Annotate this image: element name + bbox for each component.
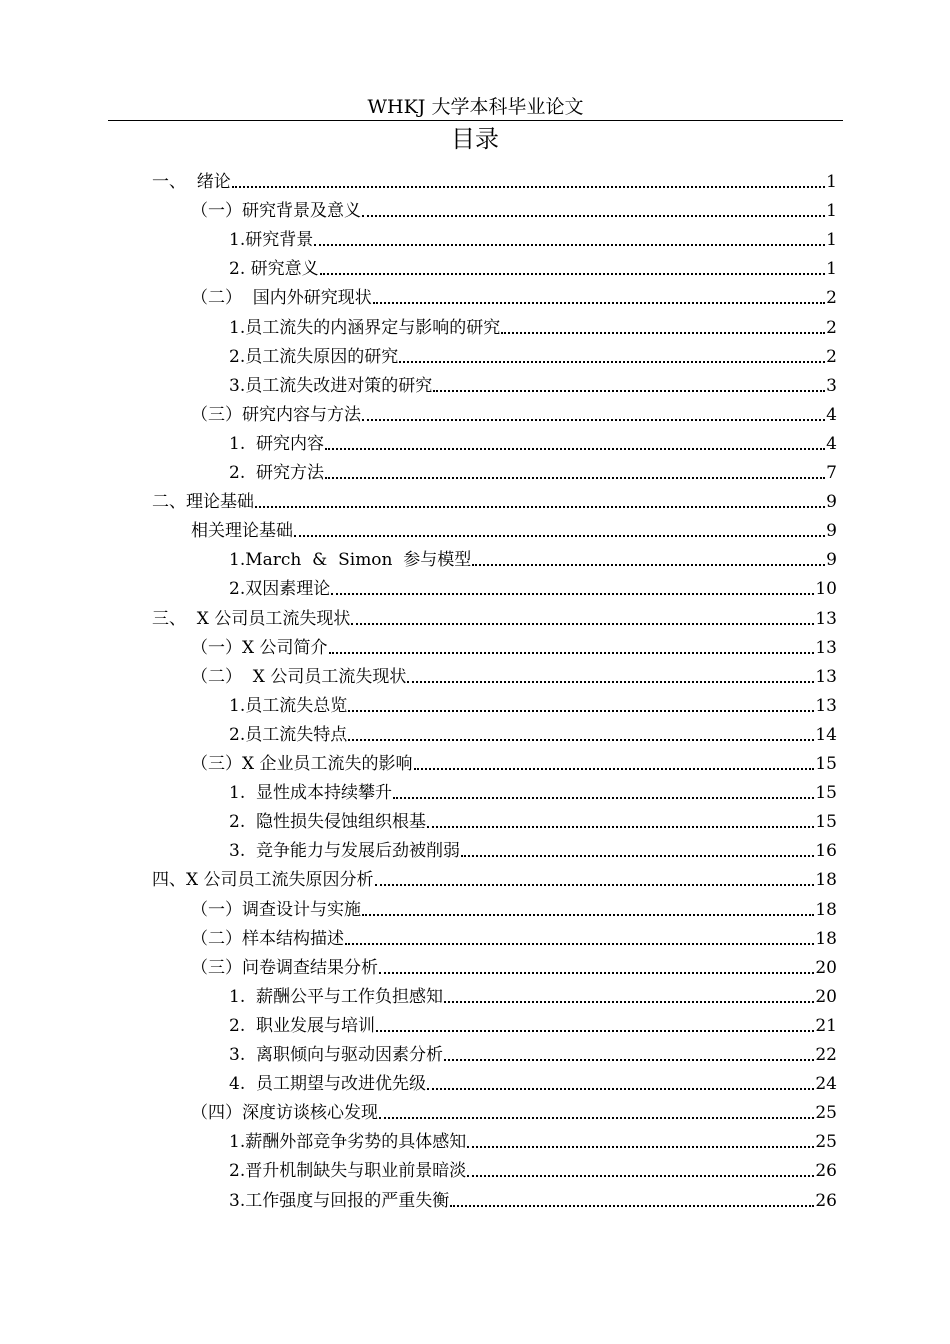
toc-entry-page: 25: [815, 1103, 837, 1123]
toc-entry[interactable]: [229, 692, 837, 721]
toc-entry-title: 相关理论基础: [191, 521, 293, 541]
toc-entry[interactable]: [229, 430, 837, 459]
toc-leader-dots: [414, 750, 815, 779]
toc-leader-dots: [325, 430, 825, 459]
toc-leader-dots: [331, 575, 814, 604]
toc-entry[interactable]: [229, 721, 837, 750]
toc-entry-title: 4. 员工期望与改进优先级: [229, 1074, 427, 1094]
toc-entry-title: 1.员工流失总览: [229, 696, 348, 716]
toc-entry-page: 1: [826, 259, 837, 279]
toc-entry[interactable]: [152, 605, 837, 634]
toc-entry-page: 21: [815, 1016, 837, 1036]
toc-entry-page: 22: [815, 1045, 837, 1065]
toc-leader-dots: [375, 866, 815, 895]
toc-entry[interactable]: [229, 983, 837, 1012]
toc-entry-page: 26: [815, 1191, 837, 1211]
toc-leader-dots: [427, 1070, 814, 1099]
toc-leader-dots: [351, 605, 814, 634]
toc-entry-page: 18: [815, 870, 837, 890]
toc-entry[interactable]: [229, 1012, 837, 1041]
toc-entry-title: 2.双因素理论: [229, 579, 331, 599]
toc-entry-page: 1: [826, 172, 837, 192]
toc-entry-page: 9: [826, 492, 837, 512]
toc-leader-dots: [348, 692, 814, 721]
toc-entry-title: 1. 显性成本持续攀升: [229, 783, 393, 803]
toc-entry-title: 2.员工流失特点: [229, 725, 348, 745]
toc-entry-title: 1.March & Simon 参与模型: [229, 550, 472, 570]
toc-entry[interactable]: [229, 1128, 837, 1157]
toc-entry-page: 2: [826, 288, 837, 308]
toc-leader-dots: [461, 837, 814, 866]
toc-entry[interactable]: [191, 284, 837, 313]
toc-leader-dots: [362, 401, 825, 430]
toc-entry[interactable]: [191, 896, 837, 925]
toc-leader-dots: [444, 983, 814, 1012]
toc-entry-title: 一、 绪论: [152, 172, 231, 192]
page-title: 目录: [451, 125, 499, 153]
toc-leader-dots: [348, 721, 814, 750]
toc-entry[interactable]: [229, 837, 837, 866]
toc-entry-page: 9: [826, 550, 837, 570]
toc-entry[interactable]: [152, 168, 837, 197]
toc-entry-page: 26: [815, 1161, 837, 1181]
toc-entry-page: 24: [815, 1074, 837, 1094]
toc-entry-title: 1. 薪酬公平与工作负担感知: [229, 987, 444, 1007]
toc-leader-dots: [427, 808, 814, 837]
toc-leader-dots: [232, 168, 825, 197]
toc-entry[interactable]: [229, 1157, 837, 1186]
toc-entry-page: 20: [815, 987, 837, 1007]
toc-entry[interactable]: [229, 459, 837, 488]
toc-leader-dots: [379, 1099, 814, 1128]
toc-leader-dots: [373, 284, 825, 313]
toc-entry-title: 3.工作强度与回报的严重失衡: [229, 1191, 450, 1211]
toc-leader-dots: [433, 372, 825, 401]
toc-entry[interactable]: [229, 343, 837, 372]
toc-entry-title: 2. 职业发展与培训: [229, 1016, 376, 1036]
toc-leader-dots: [472, 546, 825, 575]
toc-leader-dots: [320, 255, 826, 284]
toc-leader-dots: [379, 954, 814, 983]
toc-entry[interactable]: [229, 808, 837, 837]
toc-leader-dots: [362, 896, 814, 925]
toc-leader-dots: [345, 925, 814, 954]
toc-entry-title: 1.研究背景: [229, 230, 314, 250]
toc-entry-title: 3. 竞争能力与发展后劲被削弱: [229, 841, 461, 861]
toc-entry-title: 2.员工流失原因的研究: [229, 347, 399, 367]
toc-entry-page: 16: [815, 841, 837, 861]
toc-entry-page: 13: [815, 638, 837, 658]
toc-leader-dots: [444, 1041, 814, 1070]
toc-entry-title: 1. 研究内容: [229, 434, 325, 454]
toc-entry[interactable]: [191, 750, 837, 779]
toc-leader-dots: [329, 634, 815, 663]
toc-entry[interactable]: [191, 925, 837, 954]
toc-leader-dots: [376, 1012, 814, 1041]
toc-entry-title: （一）研究背景及意义: [191, 201, 361, 221]
toc-entry-page: 18: [815, 900, 837, 920]
toc-entry[interactable]: [191, 954, 837, 983]
toc-leader-dots: [255, 488, 825, 517]
toc-entry-page: 13: [815, 696, 837, 716]
toc-entry-title: 2. 隐性损失侵蚀组织根基: [229, 812, 427, 832]
toc-leader-dots: [314, 226, 825, 255]
toc-entry-page: 4: [826, 434, 837, 454]
toc-entry[interactable]: [191, 401, 837, 430]
toc-leader-dots: [501, 314, 825, 343]
toc-entry-title: 3. 离职倾向与驱动因素分析: [229, 1045, 444, 1065]
toc-entry-page: 15: [815, 783, 837, 803]
toc-entry-title: 2.晋升机制缺失与职业前景暗淡: [229, 1161, 467, 1181]
toc-entry-page: 1: [826, 201, 837, 221]
toc-entry[interactable]: [229, 575, 837, 604]
toc-entry-title: （一）调查设计与实施: [191, 900, 361, 920]
page-header: [108, 94, 843, 121]
toc-entry[interactable]: [191, 1099, 837, 1128]
header-text: WHKJ 大学本科毕业论文: [367, 96, 584, 118]
toc-entry[interactable]: [152, 488, 837, 517]
toc-entry-page: 15: [815, 754, 837, 774]
toc-entry[interactable]: [229, 779, 837, 808]
toc-leader-dots: [450, 1187, 814, 1216]
toc-entry-page: 15: [815, 812, 837, 832]
toc-entry-page: 13: [815, 667, 837, 687]
toc-entry-title: （三）X 企业员工流失的影响: [191, 754, 413, 774]
toc-entry-title: 1.员工流失的内涵界定与影响的研究: [229, 318, 501, 338]
toc-entry-page: 13: [815, 609, 837, 629]
toc-entry[interactable]: [229, 546, 837, 575]
toc-entry[interactable]: [191, 663, 837, 692]
toc-leader-dots: [467, 1157, 814, 1186]
toc-entry[interactable]: [152, 866, 837, 895]
toc-entry[interactable]: [229, 1070, 837, 1099]
toc-entry-page: 25: [815, 1132, 837, 1152]
toc-entry[interactable]: [229, 1041, 837, 1070]
toc-entry-title: （三）问卷调查结果分析: [191, 958, 378, 978]
toc-entry-title: （一）X 公司简介: [191, 638, 328, 658]
toc-entry-title: 2. 研究意义: [229, 259, 319, 279]
toc-entry[interactable]: [191, 197, 837, 226]
toc-entry-page: 3: [826, 376, 837, 396]
toc-leader-dots: [407, 663, 814, 692]
toc-entry-title: 二、理论基础: [152, 492, 254, 512]
toc-entry-title: 2. 研究方法: [229, 463, 325, 483]
toc-entry-page: 2: [826, 347, 837, 367]
toc-entry-page: 10: [815, 579, 837, 599]
toc-leader-dots: [467, 1128, 814, 1157]
toc-entry[interactable]: [191, 517, 837, 546]
toc-entry-title: （二）样本结构描述: [191, 929, 344, 949]
toc-entry-title: 四、X 公司员工流失原因分析: [152, 870, 374, 890]
toc-leader-dots: [399, 343, 825, 372]
toc-entry[interactable]: [191, 634, 837, 663]
toc-entry-page: 14: [815, 725, 837, 745]
toc-leader-dots: [294, 517, 825, 546]
toc-entry-title: （三）研究内容与方法: [191, 405, 361, 425]
toc-entry-page: 1: [826, 230, 837, 250]
toc-entry-title: 1.薪酬外部竞争劣势的具体感知: [229, 1132, 467, 1152]
toc-entry[interactable]: [229, 1187, 837, 1216]
toc-entry-page: 4: [826, 405, 837, 425]
toc-entry-title: 3.员工流失改进对策的研究: [229, 376, 433, 396]
toc-entry-page: 9: [826, 521, 837, 541]
toc-leader-dots: [325, 459, 825, 488]
toc-entry[interactable]: [229, 255, 837, 284]
toc-leader-dots: [393, 779, 814, 808]
toc-entry-title: 三、 X 公司员工流失现状: [152, 609, 351, 629]
toc-entry-title: （四）深度访谈核心发现: [191, 1103, 378, 1123]
toc-leader-dots: [362, 197, 825, 226]
toc-entry-title: （二） 国内外研究现状: [191, 288, 372, 308]
toc-entry-page: 18: [815, 929, 837, 949]
toc-entry[interactable]: [229, 226, 837, 255]
toc-entry-page: 7: [826, 463, 837, 483]
toc-entry-page: 2: [826, 318, 837, 338]
toc-entry[interactable]: [229, 372, 837, 401]
toc-entry-page: 20: [815, 958, 837, 978]
toc-entry[interactable]: [229, 314, 837, 343]
toc-entry-title: （二） X 公司员工流失现状: [191, 667, 407, 687]
